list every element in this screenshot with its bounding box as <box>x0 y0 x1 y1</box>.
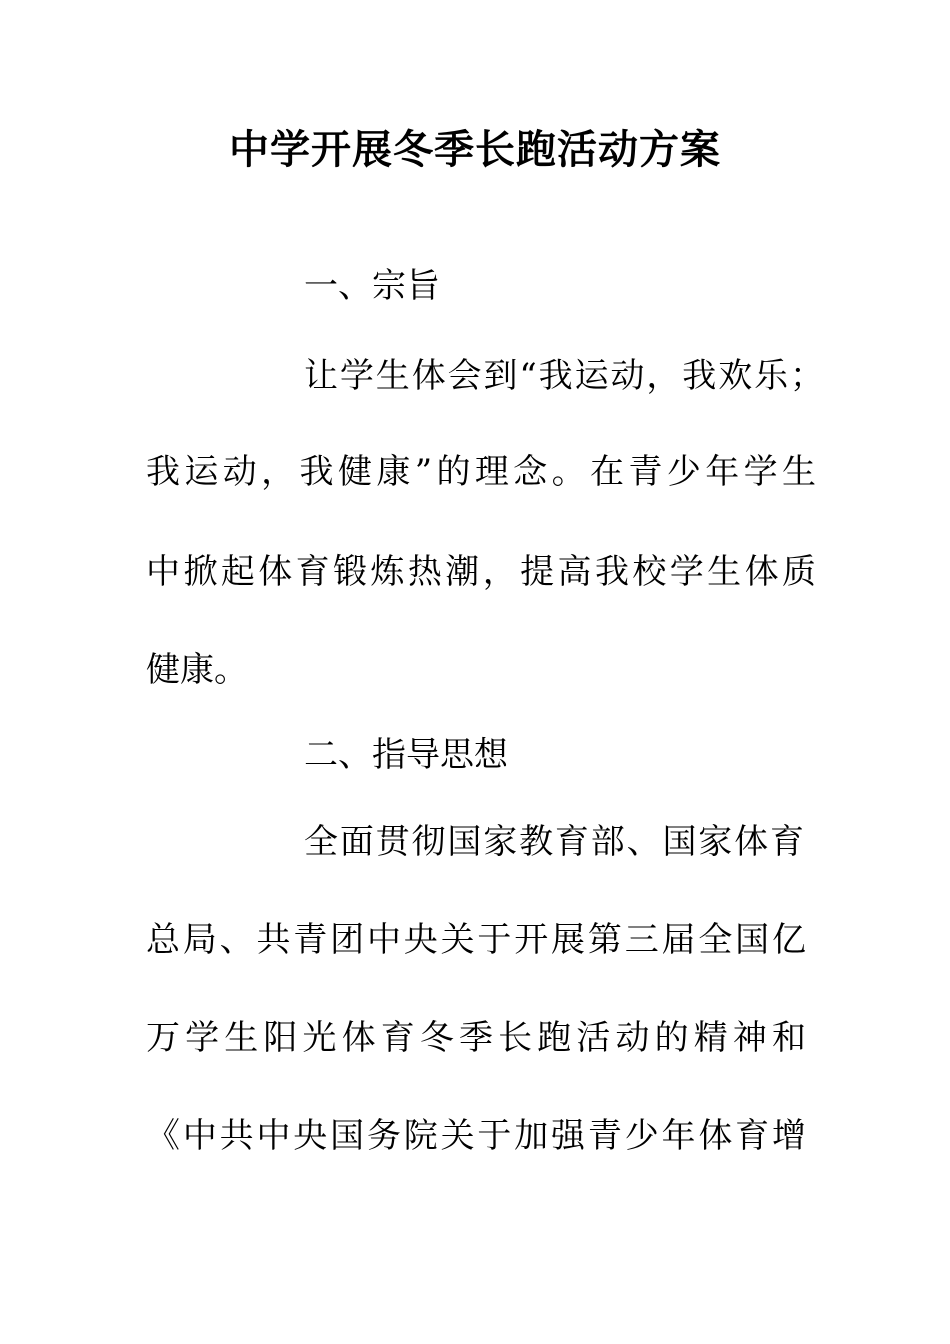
paragraph-line: 我运动，我健康”的理念。在青少年学生 <box>146 452 816 492</box>
section-heading-purpose: 一、宗旨 <box>304 266 440 306</box>
paragraph-line: 让学生体会到“我运动，我欢乐； <box>304 356 824 396</box>
paragraph-line: 全面贯彻国家教育部、国家体育 <box>304 822 804 862</box>
paragraph-line: 健康。 <box>146 650 248 690</box>
document-title: 中学开展冬季长跑活动方案 <box>229 126 721 173</box>
paragraph-line: 中掀起体育锻炼热潮，提高我校学生体质 <box>146 552 816 592</box>
section-heading-guiding-ideology: 二、指导思想 <box>304 735 508 775</box>
paragraph-line: 总局、共青团中央关于开展第三届全国亿 <box>146 920 806 960</box>
paragraph-line: 《中共中央国务院关于加强青少年体育增 <box>146 1116 806 1156</box>
paragraph-line: 万学生阳光体育冬季长跑活动的精神和 <box>146 1018 806 1058</box>
